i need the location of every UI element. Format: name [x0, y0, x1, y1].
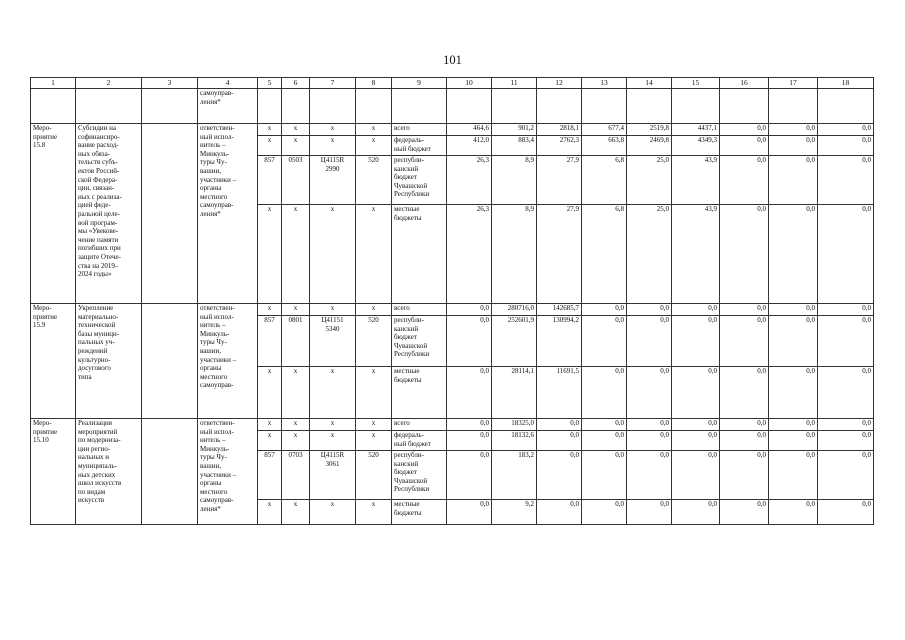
amount-cell: 0,0 — [818, 205, 874, 304]
amount-cell: 0,0 — [769, 500, 818, 525]
executor-cell: ответствен- ный испол- нитель – Минкуль- туры Чу- вашии, участники – органы местного самоуправ- ления* — [198, 419, 258, 525]
amount-cell: 0,0 — [720, 304, 769, 316]
expense-type-code: 520 — [356, 451, 392, 500]
amount-cell: 0,0 — [769, 316, 818, 367]
gov-code: x — [258, 367, 282, 419]
amount-cell: 0,0 — [818, 124, 874, 136]
gov-code: x — [258, 304, 282, 316]
target-code: x — [310, 124, 356, 136]
amount-cell: 0,0 — [447, 431, 492, 451]
target-code: x — [310, 431, 356, 451]
amount-cell: 0,0 — [720, 316, 769, 367]
amount-cell: 0,0 — [818, 500, 874, 525]
amount-cell: 8,9 — [492, 205, 537, 304]
amount-cell: 0,0 — [769, 451, 818, 500]
amount-cell: 43,9 — [672, 205, 720, 304]
amount-cell: 0,0 — [769, 124, 818, 136]
amount-cell: 0,0 — [818, 367, 874, 419]
table-cell — [31, 89, 76, 124]
measure-label: Меро- приятие 15.8 — [31, 124, 76, 304]
column-header: 12 — [537, 78, 582, 89]
amount-cell: 9,2 — [492, 500, 537, 525]
amount-cell: 26,3 — [447, 205, 492, 304]
table-cell — [582, 89, 627, 124]
expense-type-code: x — [356, 304, 392, 316]
amount-cell: 2519,8 — [627, 124, 672, 136]
target-code: x — [310, 367, 356, 419]
section-code: 0503 — [282, 156, 310, 205]
target-code: x — [310, 500, 356, 525]
amount-cell: 27,9 — [537, 156, 582, 205]
expense-type-code: x — [356, 431, 392, 451]
amount-cell: 0,0 — [720, 136, 769, 156]
column-header: 10 — [447, 78, 492, 89]
column-header: 17 — [769, 78, 818, 89]
table-row — [31, 304, 874, 316]
amount-cell: 0,0 — [447, 316, 492, 367]
table-cell — [392, 89, 447, 124]
amount-cell: 28114,1 — [492, 367, 537, 419]
expense-type-code: 520 — [356, 156, 392, 205]
amount-cell: 0,0 — [582, 304, 627, 316]
funding-source: республи- канский бюджет Чувашской Республики — [392, 316, 447, 367]
amount-cell: 0,0 — [672, 451, 720, 500]
amount-cell: 142685,7 — [537, 304, 582, 316]
gov-code: x — [258, 124, 282, 136]
column-header: 18 — [818, 78, 874, 89]
amount-cell: 0,0 — [582, 367, 627, 419]
amount-cell: 0,0 — [537, 419, 582, 431]
amount-cell: 0,0 — [818, 451, 874, 500]
gov-code: x — [258, 419, 282, 431]
amount-cell: 25,0 — [627, 205, 672, 304]
amount-cell: 0,0 — [818, 156, 874, 205]
target-code: Ц4115R 2990 — [310, 156, 356, 205]
measure-label: Меро- приятие 15.9 — [31, 304, 76, 419]
continuation-row — [31, 89, 874, 124]
amount-cell: 0,0 — [672, 316, 720, 367]
amount-cell: 883,4 — [492, 136, 537, 156]
expense-type-code: x — [356, 136, 392, 156]
target-code: x — [310, 304, 356, 316]
column-header: 14 — [627, 78, 672, 89]
amount-cell: 0,0 — [627, 367, 672, 419]
gov-code: x — [258, 205, 282, 304]
table-cell — [76, 89, 142, 124]
amount-cell: 18325,0 — [492, 419, 537, 431]
section-code: x — [282, 136, 310, 156]
measure-label: Меро- приятие 15.10 — [31, 419, 76, 525]
expense-type-code: x — [356, 500, 392, 525]
target-code: x — [310, 419, 356, 431]
amount-cell: 6,8 — [582, 205, 627, 304]
section-code: 0801 — [282, 316, 310, 367]
amount-cell: 130994,2 — [537, 316, 582, 367]
amount-cell: 0,0 — [720, 431, 769, 451]
amount-cell: 0,0 — [582, 316, 627, 367]
page-number: 101 — [443, 53, 462, 67]
amount-cell: 11691,5 — [537, 367, 582, 419]
table-cell — [720, 89, 769, 124]
amount-cell: 0,0 — [672, 431, 720, 451]
amount-cell: 6,8 — [582, 156, 627, 205]
table-cell — [492, 89, 537, 124]
measure-name: Реализация мероприятий по модерниза- ции регио- нальных и муниципаль- ных детских школ искусств по видам искусств — [76, 419, 142, 525]
amount-cell: 0,0 — [818, 431, 874, 451]
expense-type-code: x — [356, 367, 392, 419]
gov-code: 857 — [258, 451, 282, 500]
table-cell — [537, 89, 582, 124]
column-header: 13 — [582, 78, 627, 89]
table-cell — [672, 89, 720, 124]
expense-type-code: 520 — [356, 316, 392, 367]
section-code: x — [282, 367, 310, 419]
amount-cell: 0,0 — [769, 156, 818, 205]
amount-cell: 0,0 — [818, 316, 874, 367]
column-header: 15 — [672, 78, 720, 89]
amount-cell: 0,0 — [720, 500, 769, 525]
budget-table — [30, 77, 874, 525]
table-cell — [142, 89, 198, 124]
amount-cell: 0,0 — [672, 419, 720, 431]
expense-type-code: x — [356, 205, 392, 304]
amount-cell: 0,0 — [672, 304, 720, 316]
column-header: 7 — [310, 78, 356, 89]
section-code: x — [282, 419, 310, 431]
amount-cell: 0,0 — [447, 367, 492, 419]
column-header: 1 — [31, 78, 76, 89]
amount-cell: 0,0 — [447, 500, 492, 525]
amount-cell: 663,8 — [582, 136, 627, 156]
amount-cell: 2762,3 — [537, 136, 582, 156]
amount-cell: 0,0 — [447, 304, 492, 316]
amount-cell: 0,0 — [720, 124, 769, 136]
funding-source: всего — [392, 419, 447, 431]
section-code: x — [282, 124, 310, 136]
funding-source: всего — [392, 124, 447, 136]
amount-cell: 27,9 — [537, 205, 582, 304]
section-code: x — [282, 205, 310, 304]
section-code: x — [282, 431, 310, 451]
empty-cell — [142, 304, 198, 419]
header-row — [31, 78, 874, 89]
amount-cell: 0,0 — [447, 419, 492, 431]
amount-cell: 677,4 — [582, 124, 627, 136]
table-cell — [769, 89, 818, 124]
target-code: x — [310, 205, 356, 304]
gov-code: x — [258, 500, 282, 525]
funding-source: федераль- ный бюджет — [392, 136, 447, 156]
amount-cell: 4349,3 — [672, 136, 720, 156]
amount-cell: 0,0 — [818, 419, 874, 431]
funding-source: республи- канский бюджет Чувашской Республики — [392, 451, 447, 500]
amount-cell: 18132,6 — [492, 431, 537, 451]
table-cell — [627, 89, 672, 124]
table-cell — [818, 89, 874, 124]
measure-name: Укрепление материально- технической базы муници- пальных уч- реждений культурно- досугового типа — [76, 304, 142, 419]
gov-code: x — [258, 136, 282, 156]
gov-code: 857 — [258, 316, 282, 367]
amount-cell: 0,0 — [818, 136, 874, 156]
amount-cell: 43,9 — [672, 156, 720, 205]
amount-cell: 0,0 — [582, 419, 627, 431]
target-code: Ц4115R 3061 — [310, 451, 356, 500]
executor-cell: самоуправ- ления* — [198, 89, 258, 124]
empty-cell — [142, 419, 198, 525]
amount-cell: 0,0 — [769, 367, 818, 419]
measure-name: Субсидии на софинансиро- вание расход- ных обяза- тельств субъ- ектов Россий- ской Федера- ции, связан- ных с реализа- цией феде- ральной целе- вой програм- мы «Увекове- чение памяти погибших при защите Отече- ства на 2019– 2024 годы» — [76, 124, 142, 304]
table-cell — [356, 89, 392, 124]
column-header: 8 — [356, 78, 392, 89]
amount-cell: 0,0 — [720, 367, 769, 419]
section-code: x — [282, 304, 310, 316]
gov-code: 857 — [258, 156, 282, 205]
amount-cell: 0,0 — [672, 500, 720, 525]
funding-source: местные бюджеты — [392, 205, 447, 304]
amount-cell: 0,0 — [720, 451, 769, 500]
amount-cell: 280716,0 — [492, 304, 537, 316]
amount-cell: 0,0 — [720, 156, 769, 205]
column-header: 4 — [198, 78, 258, 89]
amount-cell: 0,0 — [582, 431, 627, 451]
amount-cell: 0,0 — [672, 367, 720, 419]
amount-cell: 0,0 — [627, 431, 672, 451]
column-header: 5 — [258, 78, 282, 89]
amount-cell: 0,0 — [818, 304, 874, 316]
amount-cell: 25,0 — [627, 156, 672, 205]
table-cell — [258, 89, 282, 124]
amount-cell: 901,2 — [492, 124, 537, 136]
amount-cell: 2469,8 — [627, 136, 672, 156]
table-cell — [310, 89, 356, 124]
amount-cell: 0,0 — [582, 451, 627, 500]
amount-cell: 0,0 — [537, 451, 582, 500]
expense-type-code: x — [356, 419, 392, 431]
column-header: 2 — [76, 78, 142, 89]
amount-cell: 0,0 — [627, 316, 672, 367]
table-cell — [282, 89, 310, 124]
empty-cell — [142, 124, 198, 304]
funding-source: всего — [392, 304, 447, 316]
table-row — [31, 419, 874, 431]
funding-source: местные бюджеты — [392, 367, 447, 419]
target-code: x — [310, 136, 356, 156]
column-header: 16 — [720, 78, 769, 89]
amount-cell: 0,0 — [537, 500, 582, 525]
amount-cell: 0,0 — [769, 431, 818, 451]
amount-cell: 0,0 — [627, 419, 672, 431]
amount-cell: 0,0 — [720, 205, 769, 304]
amount-cell: 464,6 — [447, 124, 492, 136]
section-code: x — [282, 500, 310, 525]
funding-source: республи- канский бюджет Чувашской Республики — [392, 156, 447, 205]
amount-cell: 0,0 — [447, 451, 492, 500]
column-header: 9 — [392, 78, 447, 89]
executor-cell: ответствен- ный испол- нитель – Минкуль- туры Чу- вашии, участники – органы местного самоуправ- — [198, 304, 258, 419]
column-header: 3 — [142, 78, 198, 89]
target-code: Ц41151 5340 — [310, 316, 356, 367]
amount-cell: 8,9 — [492, 156, 537, 205]
gov-code: x — [258, 431, 282, 451]
amount-cell: 26,3 — [447, 156, 492, 205]
amount-cell: 0,0 — [537, 431, 582, 451]
table-cell — [447, 89, 492, 124]
expense-type-code: x — [356, 124, 392, 136]
amount-cell: 252601,9 — [492, 316, 537, 367]
funding-source: федераль- ный бюджет — [392, 431, 447, 451]
amount-cell: 0,0 — [627, 451, 672, 500]
amount-cell: 183,2 — [492, 451, 537, 500]
amount-cell: 0,0 — [627, 304, 672, 316]
amount-cell: 0,0 — [769, 205, 818, 304]
amount-cell: 412,0 — [447, 136, 492, 156]
amount-cell: 2818,1 — [537, 124, 582, 136]
section-code: 0703 — [282, 451, 310, 500]
column-header: 11 — [492, 78, 537, 89]
amount-cell: 0,0 — [582, 500, 627, 525]
amount-cell: 0,0 — [769, 419, 818, 431]
amount-cell: 0,0 — [720, 419, 769, 431]
executor-cell: ответствен- ный испол- нитель – Минкуль- туры Чу- вашии, участники – органы местного самоуправ- ления* — [198, 124, 258, 304]
table-row — [31, 124, 874, 136]
amount-cell: 4437,1 — [672, 124, 720, 136]
amount-cell: 0,0 — [769, 304, 818, 316]
amount-cell: 0,0 — [627, 500, 672, 525]
column-header: 6 — [282, 78, 310, 89]
amount-cell: 0,0 — [769, 136, 818, 156]
funding-source: местные бюджеты — [392, 500, 447, 525]
